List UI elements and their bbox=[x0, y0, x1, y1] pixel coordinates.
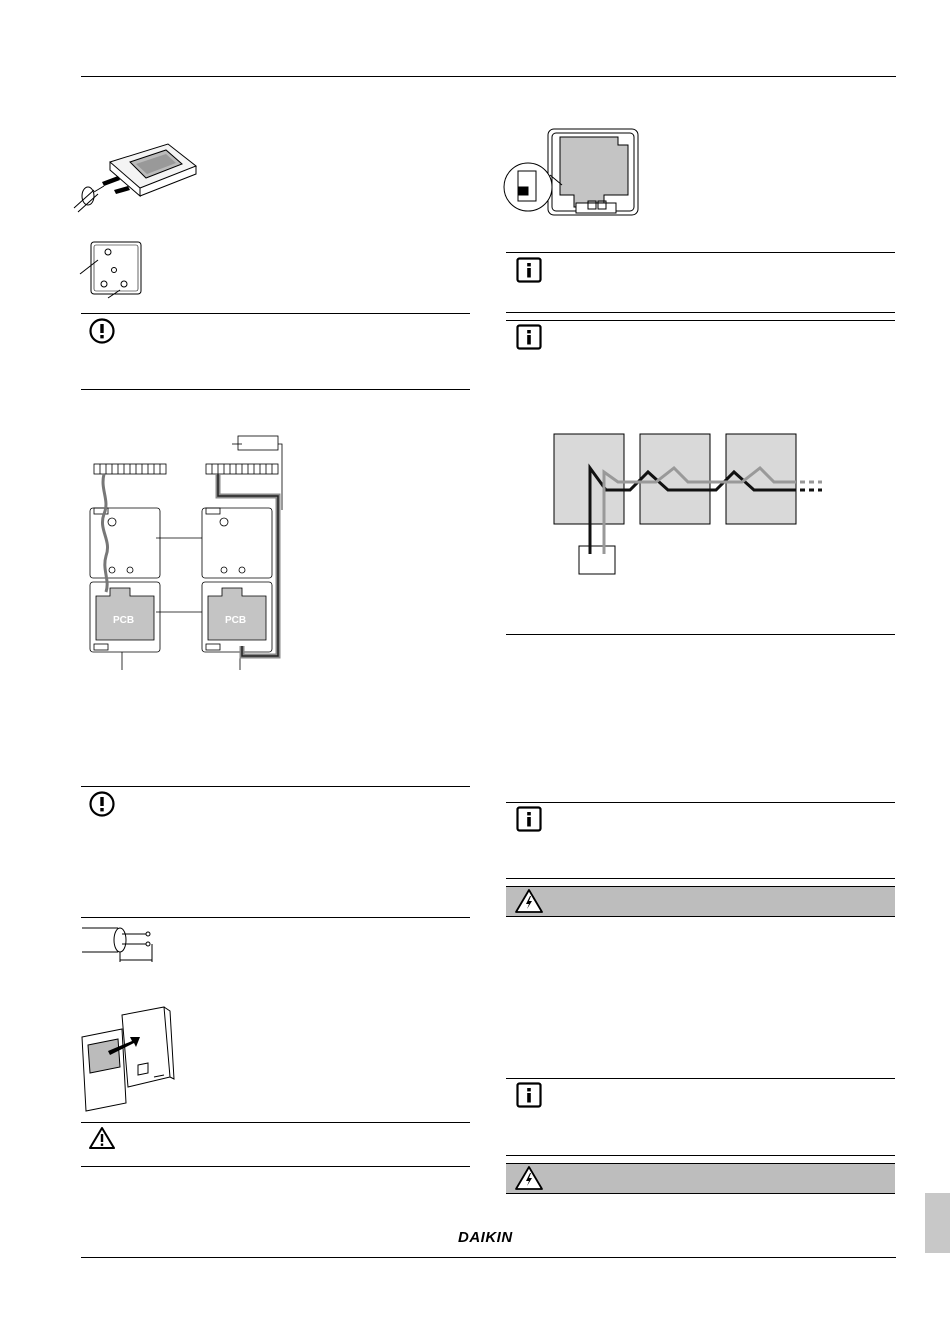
note-info-2-bottom-rule bbox=[506, 634, 895, 635]
info-box-icon bbox=[516, 257, 542, 283]
info-box-icon bbox=[516, 806, 542, 832]
footer-rule bbox=[81, 1257, 896, 1258]
note-info-4-bottom-rule bbox=[506, 1155, 895, 1156]
note-important-2-bottom-rule bbox=[81, 917, 470, 918]
note-important-2-top-rule bbox=[81, 786, 470, 787]
figure-pcb-switch bbox=[500, 125, 645, 220]
electrical-warning-bar-1 bbox=[506, 886, 895, 917]
pcb-label-left: PCB bbox=[113, 615, 135, 626]
note-info-3-top-rule bbox=[506, 802, 895, 803]
exclamation-circle-icon bbox=[89, 318, 115, 344]
note-caution-top-rule bbox=[81, 1122, 470, 1123]
info-box-icon bbox=[516, 1082, 542, 1108]
header-rule bbox=[81, 76, 896, 77]
note-important-top-rule bbox=[81, 313, 470, 314]
electrical-warning-bar-2 bbox=[506, 1163, 895, 1194]
note-info-1-bottom-rule bbox=[506, 312, 895, 313]
lightning-triangle-icon bbox=[514, 888, 544, 914]
figure-stripped-cable bbox=[80, 922, 162, 966]
note-info-1-top-rule bbox=[506, 252, 895, 253]
note-important-bottom-rule bbox=[81, 389, 470, 390]
note-info-2-top-rule bbox=[506, 320, 895, 321]
figure-backplate-screws bbox=[78, 238, 146, 302]
indoor-unit-2 bbox=[640, 434, 710, 524]
lightning-triangle-icon bbox=[514, 1165, 544, 1191]
figure-group-control-wiring bbox=[552, 432, 846, 577]
pcb-label-right: PCB bbox=[225, 615, 247, 626]
chapter-side-tab bbox=[925, 1193, 950, 1253]
figure-open-controller bbox=[70, 130, 205, 215]
info-box-icon bbox=[516, 324, 542, 350]
daikin-logo: DAIKIN bbox=[458, 1229, 513, 1246]
figure-attach-front-panel bbox=[78, 1003, 178, 1115]
note-info-3-bottom-rule bbox=[506, 878, 895, 879]
figure-pcb-wiring bbox=[82, 430, 304, 680]
note-caution-bottom-rule bbox=[81, 1166, 470, 1167]
note-info-4-top-rule bbox=[506, 1078, 895, 1079]
warning-triangle-icon bbox=[88, 1126, 116, 1150]
remote-controller-box bbox=[579, 546, 615, 574]
indoor-unit-3 bbox=[726, 434, 796, 524]
exclamation-circle-icon bbox=[89, 791, 115, 817]
